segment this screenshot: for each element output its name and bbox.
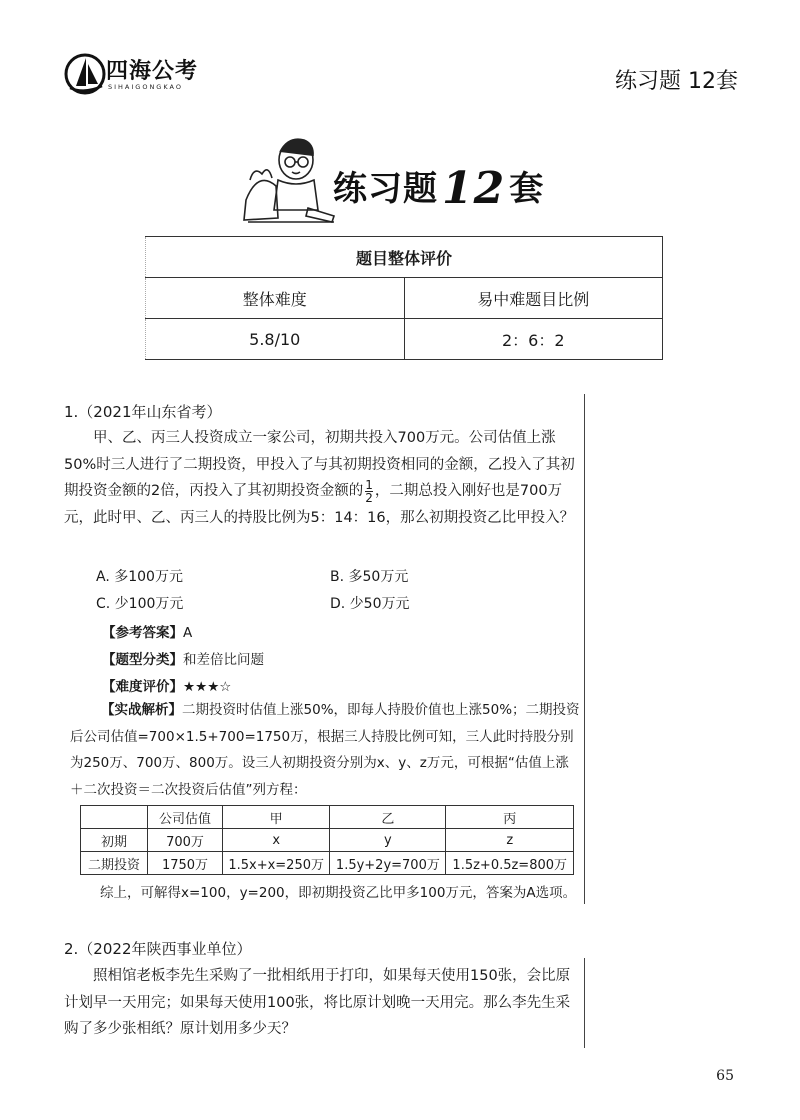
- calculation-table: [80, 805, 574, 875]
- analysis-text: 二期投资时估值上涨50%，即每人持股价值也上涨50%；二期投资后公司估值=700×1.5+700=1750万，根据三人持股比例可知，三人此时持股分别为250万、700万、800万。设三人初期投资分别为x、y、z万元，可根据“估值上涨＋二次投资＝二次投资后估值”列方程：: [70, 702, 580, 798]
- fraction-denominator: 2: [365, 490, 373, 505]
- title-number: 12: [442, 163, 506, 214]
- overall-difficulty-label: 整体难度: [146, 278, 405, 319]
- sail-logo-icon: [62, 50, 108, 96]
- difficulty-stars: ★★★☆: [183, 679, 232, 695]
- practice-set-title: [333, 160, 545, 214]
- conclusion-text: 综上，可解得x=100，y=200，即初期投资乙比甲多100万元，答案为A选项。: [100, 885, 577, 901]
- question-2-title: 2.（2022年陕西事业单位）: [64, 940, 252, 958]
- overall-difficulty-value: 5.8/10: [146, 319, 405, 360]
- analysis-paragraph: [70, 697, 582, 803]
- analysis-label: 【实战解析】: [101, 702, 183, 718]
- cartoon-student-icon: [238, 130, 338, 226]
- evaluation-table: [145, 236, 663, 360]
- calc-header-cell: 乙: [330, 806, 446, 829]
- calc-cell: z: [446, 829, 574, 852]
- question-1-text-b: ，二期总投入刚好也是700万元，此时甲、乙、丙三人的持股比例为5：14：16，那么初期投资乙比甲投入？: [64, 483, 575, 526]
- calc-cell: 初期: [81, 829, 148, 852]
- calc-header-cell: 甲: [223, 806, 330, 829]
- difficulty-ratio-label: 易中难题目比例: [404, 278, 663, 319]
- difficulty-ratio-value: 2：6：2: [404, 319, 663, 360]
- publisher-logo: [62, 50, 212, 100]
- option-d: D. 少50万元: [330, 596, 410, 612]
- option-a: A. 多100万元: [96, 569, 183, 585]
- calc-cell: x: [223, 829, 330, 852]
- question-1-title: 1.（2021年山东省考）: [64, 403, 222, 421]
- title-prefix: 练习题: [333, 169, 438, 209]
- answer-value: A: [183, 625, 193, 641]
- page-number: 65: [716, 1068, 734, 1084]
- calc-cell: 1.5x+x=250万: [223, 852, 330, 875]
- type-value: 和差倍比问题: [183, 652, 264, 668]
- running-header-title: 练习题 12套: [615, 69, 738, 94]
- calc-header-cell: [81, 806, 148, 829]
- calc-row: [81, 852, 574, 875]
- margin-rule: [584, 394, 585, 904]
- option-c: C. 少100万元: [96, 596, 184, 612]
- difficulty-label: 【难度评价】: [102, 679, 183, 695]
- fraction-numerator: 1: [365, 477, 373, 492]
- answer-label: 【参考答案】: [102, 625, 183, 641]
- calc-header-cell: 公司估值: [148, 806, 223, 829]
- question-2-body: 照相馆老板李先生采购了一批相纸用于打印，如果每天使用150张，会比原计划早一天用完；如果每天使用100张，将比原计划晚一天用完。那么李先生采购了多少张相纸？原计划用多少天？: [64, 968, 571, 1037]
- type-line: [102, 648, 264, 668]
- calc-cell: 1750万: [148, 852, 223, 875]
- question-1-text-a: 甲、乙、丙三人投资成立一家公司，初期共投入700万元。公司估值上涨50%时三人进行了二期投资，甲投入了与其初期投资相同的金额，乙投入了其初期投资金额的2倍，丙投入了其初期投资金额的: [64, 430, 575, 499]
- answer-line: [102, 621, 192, 641]
- margin-rule: [584, 958, 585, 1048]
- difficulty-line: [102, 675, 231, 695]
- calc-cell: y: [330, 829, 446, 852]
- calc-header-row: [81, 806, 574, 829]
- calc-cell: 700万: [148, 829, 223, 852]
- calc-cell: 二期投资: [81, 852, 148, 875]
- calc-header-cell: 丙: [446, 806, 574, 829]
- evaluation-heading: 题目整体评价: [146, 237, 663, 278]
- question-1-body: [64, 425, 584, 531]
- calc-cell: 1.5z+0.5z=800万: [446, 852, 574, 875]
- calc-cell: 1.5y+2y=700万: [330, 852, 446, 875]
- title-suffix: 套: [509, 169, 545, 209]
- option-b: B. 多50万元: [330, 569, 409, 585]
- calc-row: [81, 829, 574, 852]
- logo-name: 四海公考: [106, 59, 199, 84]
- type-label: 【题型分类】: [102, 652, 183, 668]
- fraction-one-half: [365, 479, 373, 504]
- logo-subtitle: SIHAIGONGKAO: [108, 83, 183, 91]
